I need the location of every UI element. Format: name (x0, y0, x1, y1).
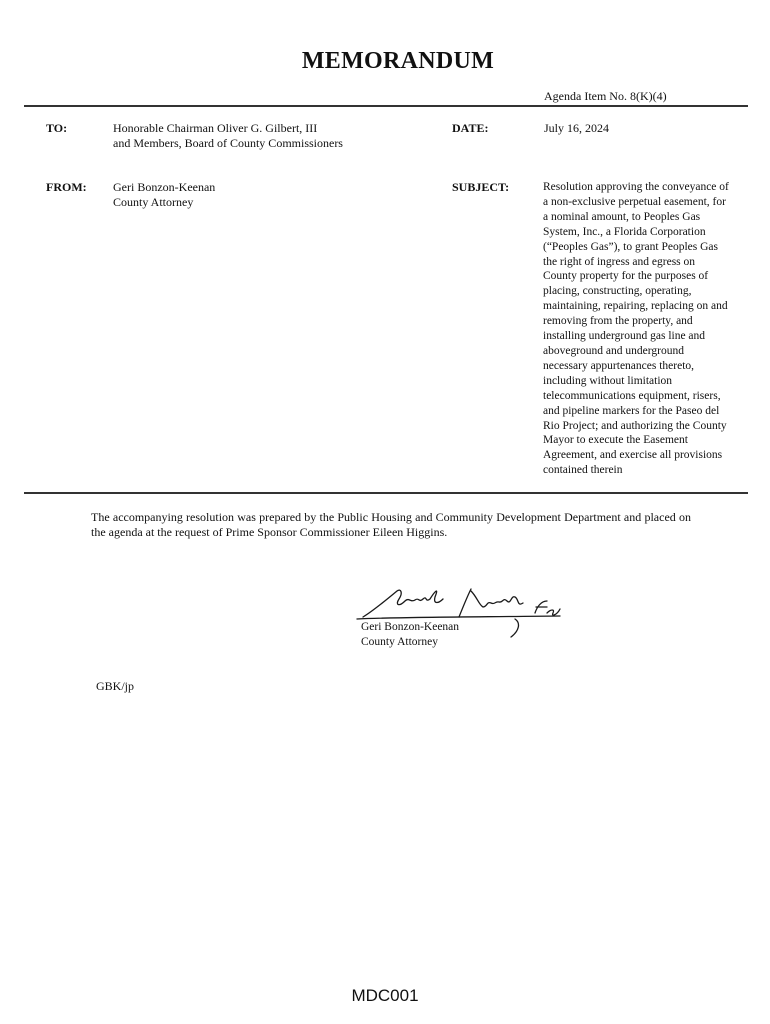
subject-line: placing, constructing, operating, (543, 285, 692, 298)
subject-line: Resolution approving the conveyance of (543, 181, 729, 193)
page-footer-code: MDC001 (351, 986, 419, 1005)
subject-label: SUBJECT: (452, 180, 510, 194)
from-line: County Attorney (113, 195, 194, 209)
subject-line: aboveground and underground (543, 344, 684, 357)
signature-block (361, 620, 459, 650)
memo-body-paragraph: The accompanying resolution was prepared by the Public Housing and Community Development Department and placed on the agenda at the request of Prime Sponsor Commissioner Eileen Higgins. (91, 510, 691, 539)
signatory-title: County Attorney (361, 636, 438, 648)
from-label: FROM: (46, 180, 87, 194)
header-top-divider (24, 105, 748, 107)
memo-title: MEMORANDUM (301, 48, 495, 74)
agenda-item-number: Agenda Item No. 8(K)(4) (544, 89, 667, 103)
subject-line: Mayor to execute the Easement (543, 434, 688, 447)
subject-line: contained therein (543, 464, 623, 477)
date-value: July 16, 2024 (544, 121, 610, 135)
from-sender (113, 180, 215, 210)
signatory-name: Geri Bonzon-Keenan (361, 621, 460, 633)
subject-line: necessary appurtenances thereto, (543, 359, 695, 372)
header-bottom-divider (24, 492, 748, 494)
subject-line: telecommunications equipment, risers, (543, 389, 721, 402)
subject-line: County property for the purposes of (543, 270, 709, 283)
subject-line: a nominal amount, to Peoples Gas (543, 210, 701, 223)
subject-line: installing underground gas line and (543, 330, 706, 343)
from-line: Geri Bonzon-Keenan (113, 180, 216, 194)
subject-line: System, Inc., a Florida Corporation (543, 225, 706, 238)
to-line: Honorable Chairman Oliver G. Gilbert, III (113, 121, 318, 135)
subject-line: maintaining, repairing, replacing on and (543, 300, 728, 313)
to-label: TO: (46, 121, 68, 135)
subject-line: a non-exclusive perpetual easement, for (543, 195, 726, 208)
date-label: DATE: (452, 121, 489, 135)
subject-line: Agreement, and exercise all provisions (543, 449, 723, 462)
subject-text (543, 180, 753, 478)
subject-line: and pipeline markers for the Paseo del (543, 404, 720, 417)
subject-line: (“Peoples Gas”), to grant Peoples Gas (543, 240, 719, 253)
to-line: and Members, Board of County Commissioners (113, 136, 343, 150)
to-recipient (113, 121, 343, 151)
subject-line: the right of ingress and egress on (543, 255, 696, 268)
typist-initials: GBK/jp (96, 679, 135, 693)
subject-line: removing from the property, and (543, 315, 693, 328)
subject-line: including without limitation (543, 374, 673, 387)
subject-line: Rio Project; and authorizing the County (543, 419, 727, 432)
